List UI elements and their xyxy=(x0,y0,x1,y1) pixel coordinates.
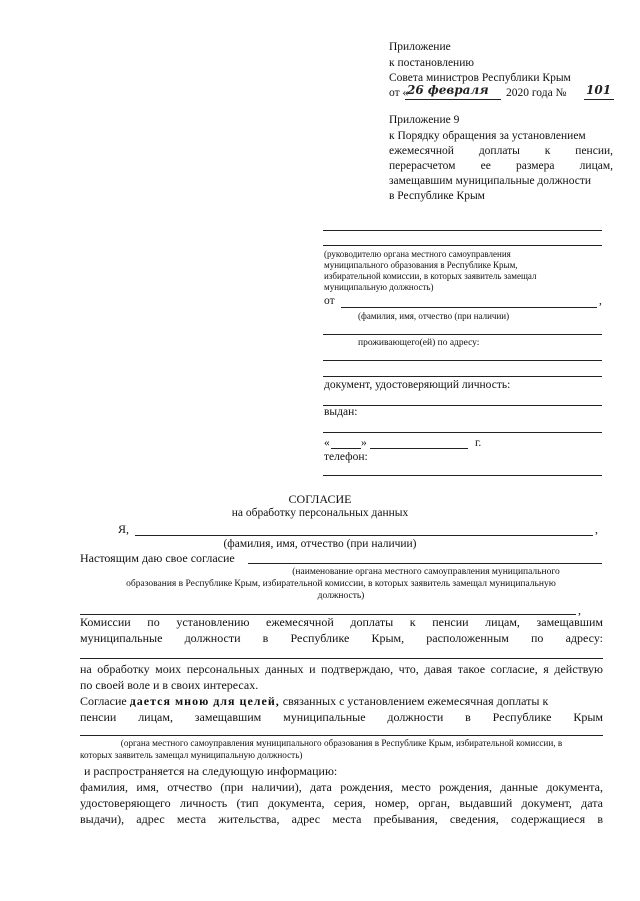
para1-line-2: муниципальные должности в Республике Крым, расположенным по адресу: xyxy=(80,631,603,645)
addressee-caption-4: муниципальную должность) xyxy=(324,282,434,292)
addressee-caption-1: (руководителю органа местного самоуправления xyxy=(324,249,511,259)
addressee-caption-3: избирательной комиссии, в которых заявитель замещал xyxy=(324,271,537,281)
header-date-underline xyxy=(405,99,501,100)
para2-line-2: по своей воле и в своих интересах. xyxy=(80,678,259,692)
issued-label: выдан: xyxy=(324,406,358,418)
id-document-label: документ, удостоверяющий личность: xyxy=(324,379,511,391)
date-year-suffix: г. xyxy=(475,437,482,449)
consent-subtitle: на обработку персональных данных xyxy=(231,507,409,519)
para2-line-1: на обработку моих персональных данных и подтверждаю, что, давая такое согласие, я действую xyxy=(80,662,603,676)
org-caption2-2: которых заявитель замещал муниципальную должность) xyxy=(80,750,303,760)
addressee-line-1[interactable] xyxy=(323,230,602,231)
para1-line-1: Комиссии по установлению ежемесячной доплаты к пенсии лицам, замещавшим xyxy=(80,615,603,629)
from-label: от xyxy=(324,295,335,307)
header-line-3: Совета министров Республики Крым xyxy=(389,72,571,84)
from-fio-caption: (фамилия, имя, отчество (при наличии) xyxy=(358,311,510,321)
appendix-title: Приложение 9 xyxy=(389,114,460,126)
id-document-line[interactable] xyxy=(323,405,602,406)
appendix-line-3: перерасчетом ее размера лицам, xyxy=(389,160,613,172)
org-caption-3: должность) xyxy=(317,591,365,601)
issued-line[interactable] xyxy=(323,432,602,433)
phone-line[interactable] xyxy=(323,475,602,476)
info-line-1: фамилия, имя, отчество (при наличии), дата рождения, место рождения, данные документа, xyxy=(80,780,603,794)
date-close-quote: » xyxy=(361,437,367,449)
residing-label: проживающего(ей) по адресу: xyxy=(358,338,480,348)
consent-title: СОГЛАСИЕ xyxy=(288,492,352,506)
header-date-handwritten: 26 февраля xyxy=(407,83,489,97)
date-day-line[interactable] xyxy=(331,448,361,449)
org-comma: , xyxy=(578,603,581,617)
addressee-caption-2: муниципального образования в Республике Крым, xyxy=(324,260,518,270)
consent-fio-caption: (фамилия, имя, отчество (при наличии) xyxy=(223,538,417,550)
appendix-line-4: замещавшим муниципальные должности xyxy=(389,175,592,187)
consent-i-comma: , xyxy=(595,522,598,536)
org-caption-2: образования в Республике Крым, избирательной комиссии, в которых заявитель замещал муниципальную xyxy=(126,579,556,589)
header-number-handwritten: 101 xyxy=(586,83,612,97)
header-date-suffix: 2020 года № xyxy=(506,87,567,99)
para3-line-2: пенсии лицам, замещавшим муниципальные должности в Республике Крым xyxy=(80,710,603,724)
consent-fio-line[interactable] xyxy=(135,535,593,536)
from-fio-line[interactable] xyxy=(341,307,597,308)
para3-prefix: Согласие xyxy=(80,694,130,708)
org-purpose-line[interactable] xyxy=(80,735,603,736)
header-line-1: Приложение xyxy=(389,41,451,53)
applies-label: и распространяется на следующую информацию: xyxy=(84,764,338,778)
addressee-line-3[interactable] xyxy=(323,334,602,335)
date-open-quote: « xyxy=(324,437,330,449)
appendix-line-5: в Республике Крым xyxy=(389,190,485,202)
appendix-line-1: к Порядку обращения за установлением xyxy=(389,130,586,142)
address-line-1[interactable] xyxy=(323,360,602,361)
header-line-2: к постановлению xyxy=(389,57,474,69)
org-caption-1: (наименование органа местного самоуправления муниципального xyxy=(292,567,560,577)
para3-line-1 xyxy=(80,694,603,708)
phone-label: телефон: xyxy=(324,451,368,463)
org-name-line[interactable] xyxy=(248,563,602,564)
appendix-line-2: ежемесячной доплаты к пенсии, xyxy=(389,145,613,157)
info-line-2: удостоверяющего личность (тип документа, серия, номер, орган, выдавший документ, дата xyxy=(80,796,603,810)
para3-bold: дается мною для целей, xyxy=(129,694,280,708)
info-line-3: выдачи), адрес места жительства, адрес места пребывания, сведения, содержащиеся в xyxy=(80,812,603,826)
header-date-prefix: от « xyxy=(389,87,409,99)
date-month-line[interactable] xyxy=(370,448,468,449)
address-line-2[interactable] xyxy=(323,376,602,377)
commission-address-line[interactable] xyxy=(80,658,603,659)
consent-i-label: Я, xyxy=(118,522,130,536)
para3-rest: связанных с установлением ежемесячная доплаты к xyxy=(279,694,549,708)
give-consent-label: Настоящим даю свое согласие xyxy=(80,551,235,565)
org-caption2-1: (органа местного самоуправления муниципального образования в Республике Крым, избирательной комиссии, в xyxy=(120,738,563,748)
header-number-underline xyxy=(584,99,614,100)
from-comma: , xyxy=(599,295,602,307)
addressee-line-2[interactable] xyxy=(323,245,602,246)
